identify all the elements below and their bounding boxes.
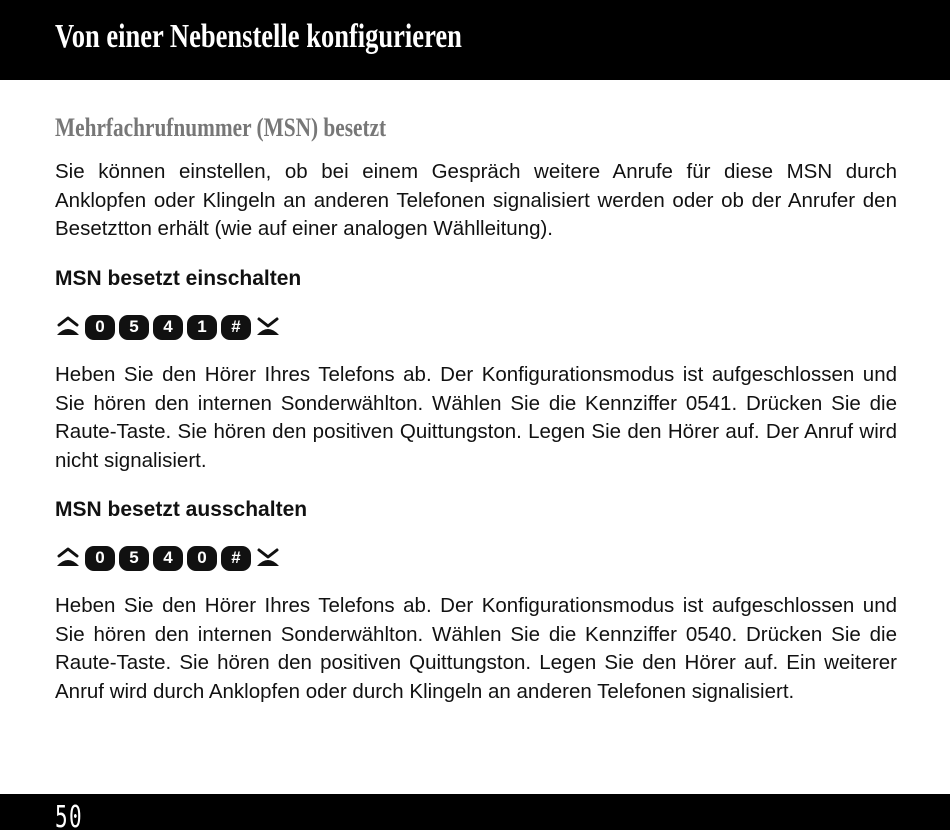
handset-hangup-icon bbox=[255, 546, 281, 570]
page-number: 50 bbox=[55, 800, 84, 835]
key-4: 4 bbox=[153, 546, 183, 571]
disable-instructions: Heben Sie den Hörer Ihres Telefons ab. Der Konfigurationsmodus ist aufgeschlossen und Sie hören den internen Sonderwählton. Wählen Sie die Kennziffer 0540. Drücken Sie die Raute-Taste. Sie hören den positiven Quittungston. Legen Sie den Hörer auf. Ein weiterer Anruf wird durch Anklopfen oder durch Klingeln an anderen Telefonen signalisiert. bbox=[55, 594, 897, 703]
intro-paragraph: Sie können einstellen, ob bei einem Gespräch weitere Anrufe für diese MSN durch Anklopfen oder Klingeln an anderen Telefonen signalisiert werden oder ob der Anrufer den Besetztton erhält (wie auf einer analogen Wählleitung). bbox=[55, 160, 897, 240]
key-1: 1 bbox=[187, 315, 217, 340]
section-title: Mehrfachrufnummer (MSN) besetzt bbox=[55, 113, 387, 142]
enable-key-sequence bbox=[55, 312, 281, 342]
disable-key-sequence bbox=[55, 543, 281, 573]
handset-lift-icon bbox=[55, 546, 81, 570]
enable-heading: MSN besetzt einschalten bbox=[55, 267, 302, 290]
key-5: 5 bbox=[119, 315, 149, 340]
key-4: 4 bbox=[153, 315, 183, 340]
key-hash: # bbox=[221, 546, 251, 571]
key-0: 0 bbox=[187, 546, 217, 571]
key-0: 0 bbox=[85, 546, 115, 571]
key-5: 5 bbox=[119, 546, 149, 571]
key-0: 0 bbox=[85, 315, 115, 340]
enable-instructions: Heben Sie den Hörer Ihres Telefons ab. Der Konfigurationsmodus ist aufgeschlossen und Sie hören den internen Sonderwählton. Wählen Sie die Kennziffer 0541. Drücken Sie die Raute-Taste. Sie hören den positiven Quittungston. Legen Sie den Hörer auf. Der Anruf wird nicht signalisiert. bbox=[55, 363, 897, 472]
key-hash: # bbox=[221, 315, 251, 340]
disable-heading: MSN besetzt ausschalten bbox=[55, 498, 308, 521]
handset-lift-icon bbox=[55, 315, 81, 339]
header-bar bbox=[0, 0, 950, 80]
page-title: Von einer Nebenstelle konfigurieren bbox=[55, 18, 462, 55]
handset-hangup-icon bbox=[255, 315, 281, 339]
footer-bar bbox=[0, 794, 950, 830]
